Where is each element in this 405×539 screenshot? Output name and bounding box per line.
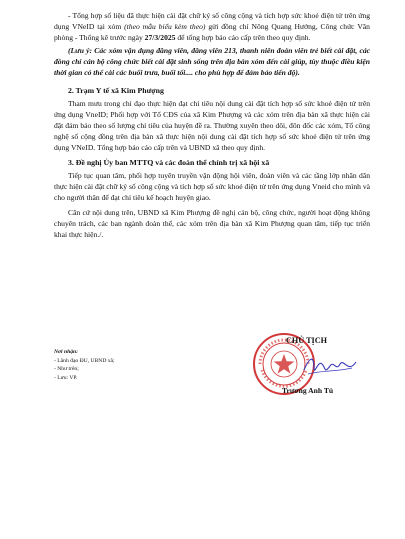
recipient-item: - Lưu: VP. <box>54 374 78 381</box>
section-3-paragraph: Tiếp tục quan tâm, phối hợp tuyên truyền vận động hội viên, đoàn viên và các tầng lớp nhân dân thực hiện cài đặt chữ ký số công cộng và tích hợp số sức khoẻ điện tử trên ứng dụng Vneid cho mình và cho người thân để đạt chỉ tiêu kế hoạch huyện giao. <box>54 171 370 203</box>
paragraph-text: để tổng hợp báo cáo cấp trên theo quy định. <box>175 33 311 43</box>
recipient-item: - Như trên; <box>54 366 79 373</box>
deadline-date: 27/3/2025 <box>144 33 176 43</box>
note-paragraph: (Lưu ý: Các xóm vận dụng đăng viên, đăng viên 213, thanh niên đoàn viên trẻ biết cài đặt, các đồng chí cán bộ công chức biết cài đặt sinh sống trên địa bàn xóm đến cài giúp, tùy thuộc điều kiện thời gian có thể cài các buổi trưa, buổi tối.... cho phù hợp để đảm bảo tiến độ). <box>54 46 370 78</box>
paragraph-summary <box>54 10 370 43</box>
recipients-block <box>54 348 115 382</box>
closing-paragraph: Căn cứ nội dung trên, UBND xã Kim Phượng đề nghị cán bộ, công chức, người hoạt động không chuyên trách, các ban ngành đoàn thể, các xóm trên địa bàn xã Kim Phượng quan tâm, tiếp tục triển khai thực hiện./. <box>54 207 370 239</box>
signature-icon <box>302 352 358 380</box>
section-2-paragraph: Tham mưu trong chỉ đạo thực hiện đạt chỉ tiêu nội dung cài đặt tích hợp số sức khoẻ điện tử trên ứng dụng VneID; Phối hợp với Tổ CĐS của xã Kim Phượng và các xóm trên địa bàn xã thực hiện cài đặt đảm bảo theo số lượng chỉ tiêu của huyện đề ra. Thường xuyên theo dõi, đôn đốc các xóm, Tổ công nghệ số cộng đồng trên địa bàn xã thực hiện nội dung cài đặt tích hợp số sức khoẻ điện tử trên ứng dụng VNeID. Tổng hợp báo cáo cấp trên và UBND xã theo quy định. <box>54 98 370 153</box>
recipient-item: - Lãnh đạo ĐU, UBND xã; <box>54 357 115 364</box>
signer-name: Trương Anh Tú <box>282 386 334 395</box>
document-body <box>54 10 370 240</box>
recipients-title: Nơi nhận: <box>54 349 78 355</box>
paragraph-text: gửi đồng chí Nông Quang Hưởng, Công chức Văn phòng - Thống kê trước ngày <box>54 22 370 43</box>
paragraph-text: - Tổng hợp số liệu đã thực hiện cài đặt chữ ký số công cộng và tích hợp sức khoẻ điện tử trên ứng dụng VNeID tại xóm <box>54 11 370 32</box>
paragraph-italic: (theo mẫu biểu kèm theo) <box>124 22 206 32</box>
signer-title: CHỦ TỊCH <box>286 336 328 345</box>
section-3-heading: 3. Đề nghị Ủy ban MTTQ và các đoàn thể chính trị xã hội xã <box>68 158 270 168</box>
section-2-heading: 2. Trạm Y tế xã Kim Phượng <box>68 85 164 95</box>
